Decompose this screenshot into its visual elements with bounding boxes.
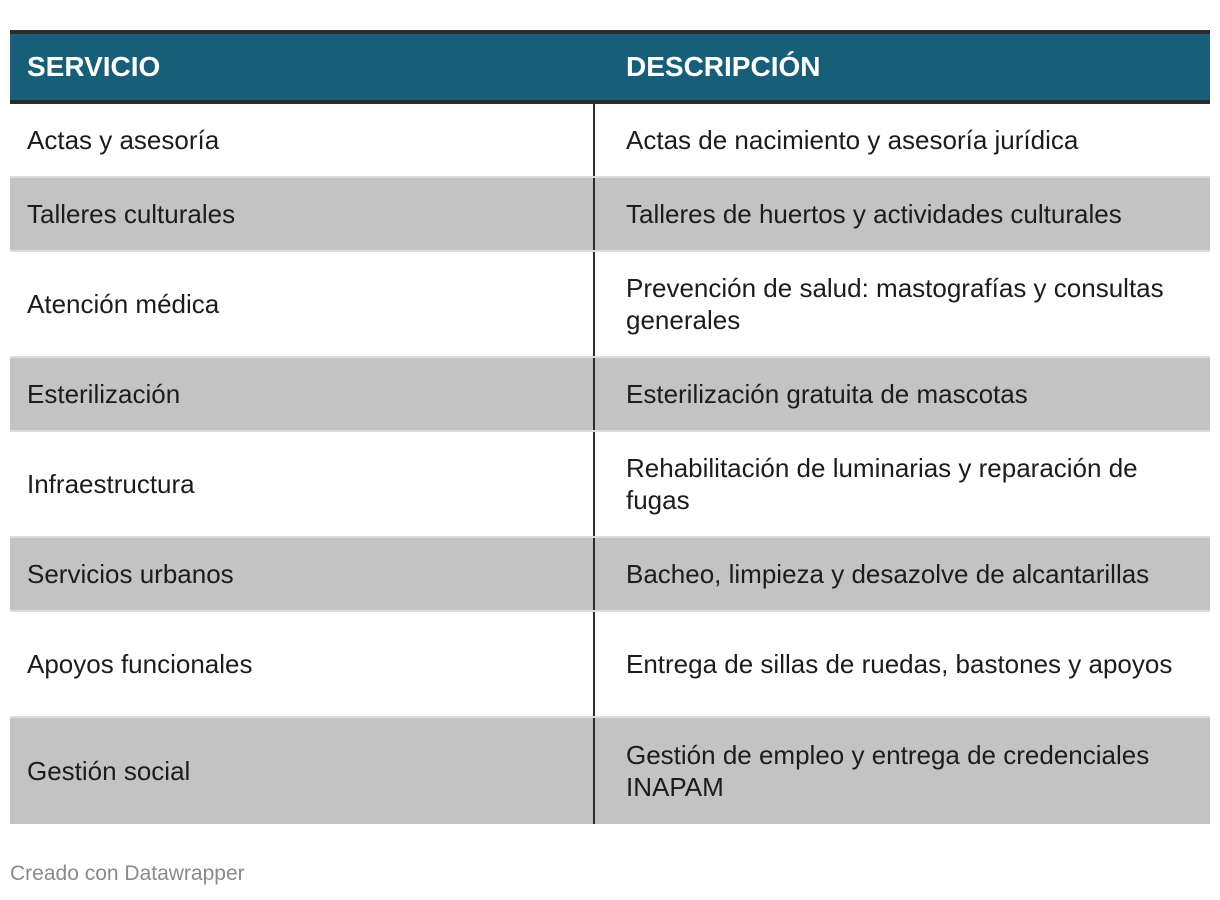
description-cell: Prevención de salud: mastografías y consultas generales <box>626 273 1164 335</box>
service-cell: Atención médica <box>10 252 595 356</box>
description-cell: Esterilización gratuita de mascotas <box>626 379 1028 409</box>
service-cell: Talleres culturales <box>10 178 595 250</box>
description-cell: Bacheo, limpieza y desazolve de alcantarillas <box>626 559 1150 589</box>
description-cell: Actas de nacimiento y asesoría jurídica <box>626 125 1079 155</box>
table-row <box>10 538 1210 612</box>
table-header <box>10 34 1210 104</box>
services-table <box>10 30 1210 824</box>
description-cell: Talleres de huertos y actividades culturales <box>626 199 1122 229</box>
description-cell: Gestión de empleo y entrega de credenciales INAPAM <box>626 740 1150 802</box>
service-cell: Apoyos funcionales <box>10 612 595 716</box>
column-header-servicio: SERVICIO <box>27 51 161 82</box>
datawrapper-credit[interactable]: Creado con Datawrapper <box>10 862 245 885</box>
service-cell: Esterilización <box>10 358 595 430</box>
service-cell: Actas y asesoría <box>10 104 595 176</box>
table-row <box>10 178 1210 252</box>
table-row <box>10 612 1210 718</box>
description-cell: Entrega de sillas de ruedas, bastones y apoyos <box>626 649 1173 679</box>
table-row <box>10 252 1210 358</box>
table-row <box>10 104 1210 178</box>
table-row <box>10 358 1210 432</box>
table-row <box>10 718 1210 824</box>
column-header-descripcion: DESCRIPCIÓN <box>626 51 821 82</box>
table-row <box>10 432 1210 538</box>
service-cell: Gestión social <box>10 718 595 824</box>
description-cell: Rehabilitación de luminarias y reparación de fugas <box>626 453 1138 515</box>
service-cell: Infraestructura <box>10 432 595 536</box>
service-cell: Servicios urbanos <box>10 538 595 610</box>
